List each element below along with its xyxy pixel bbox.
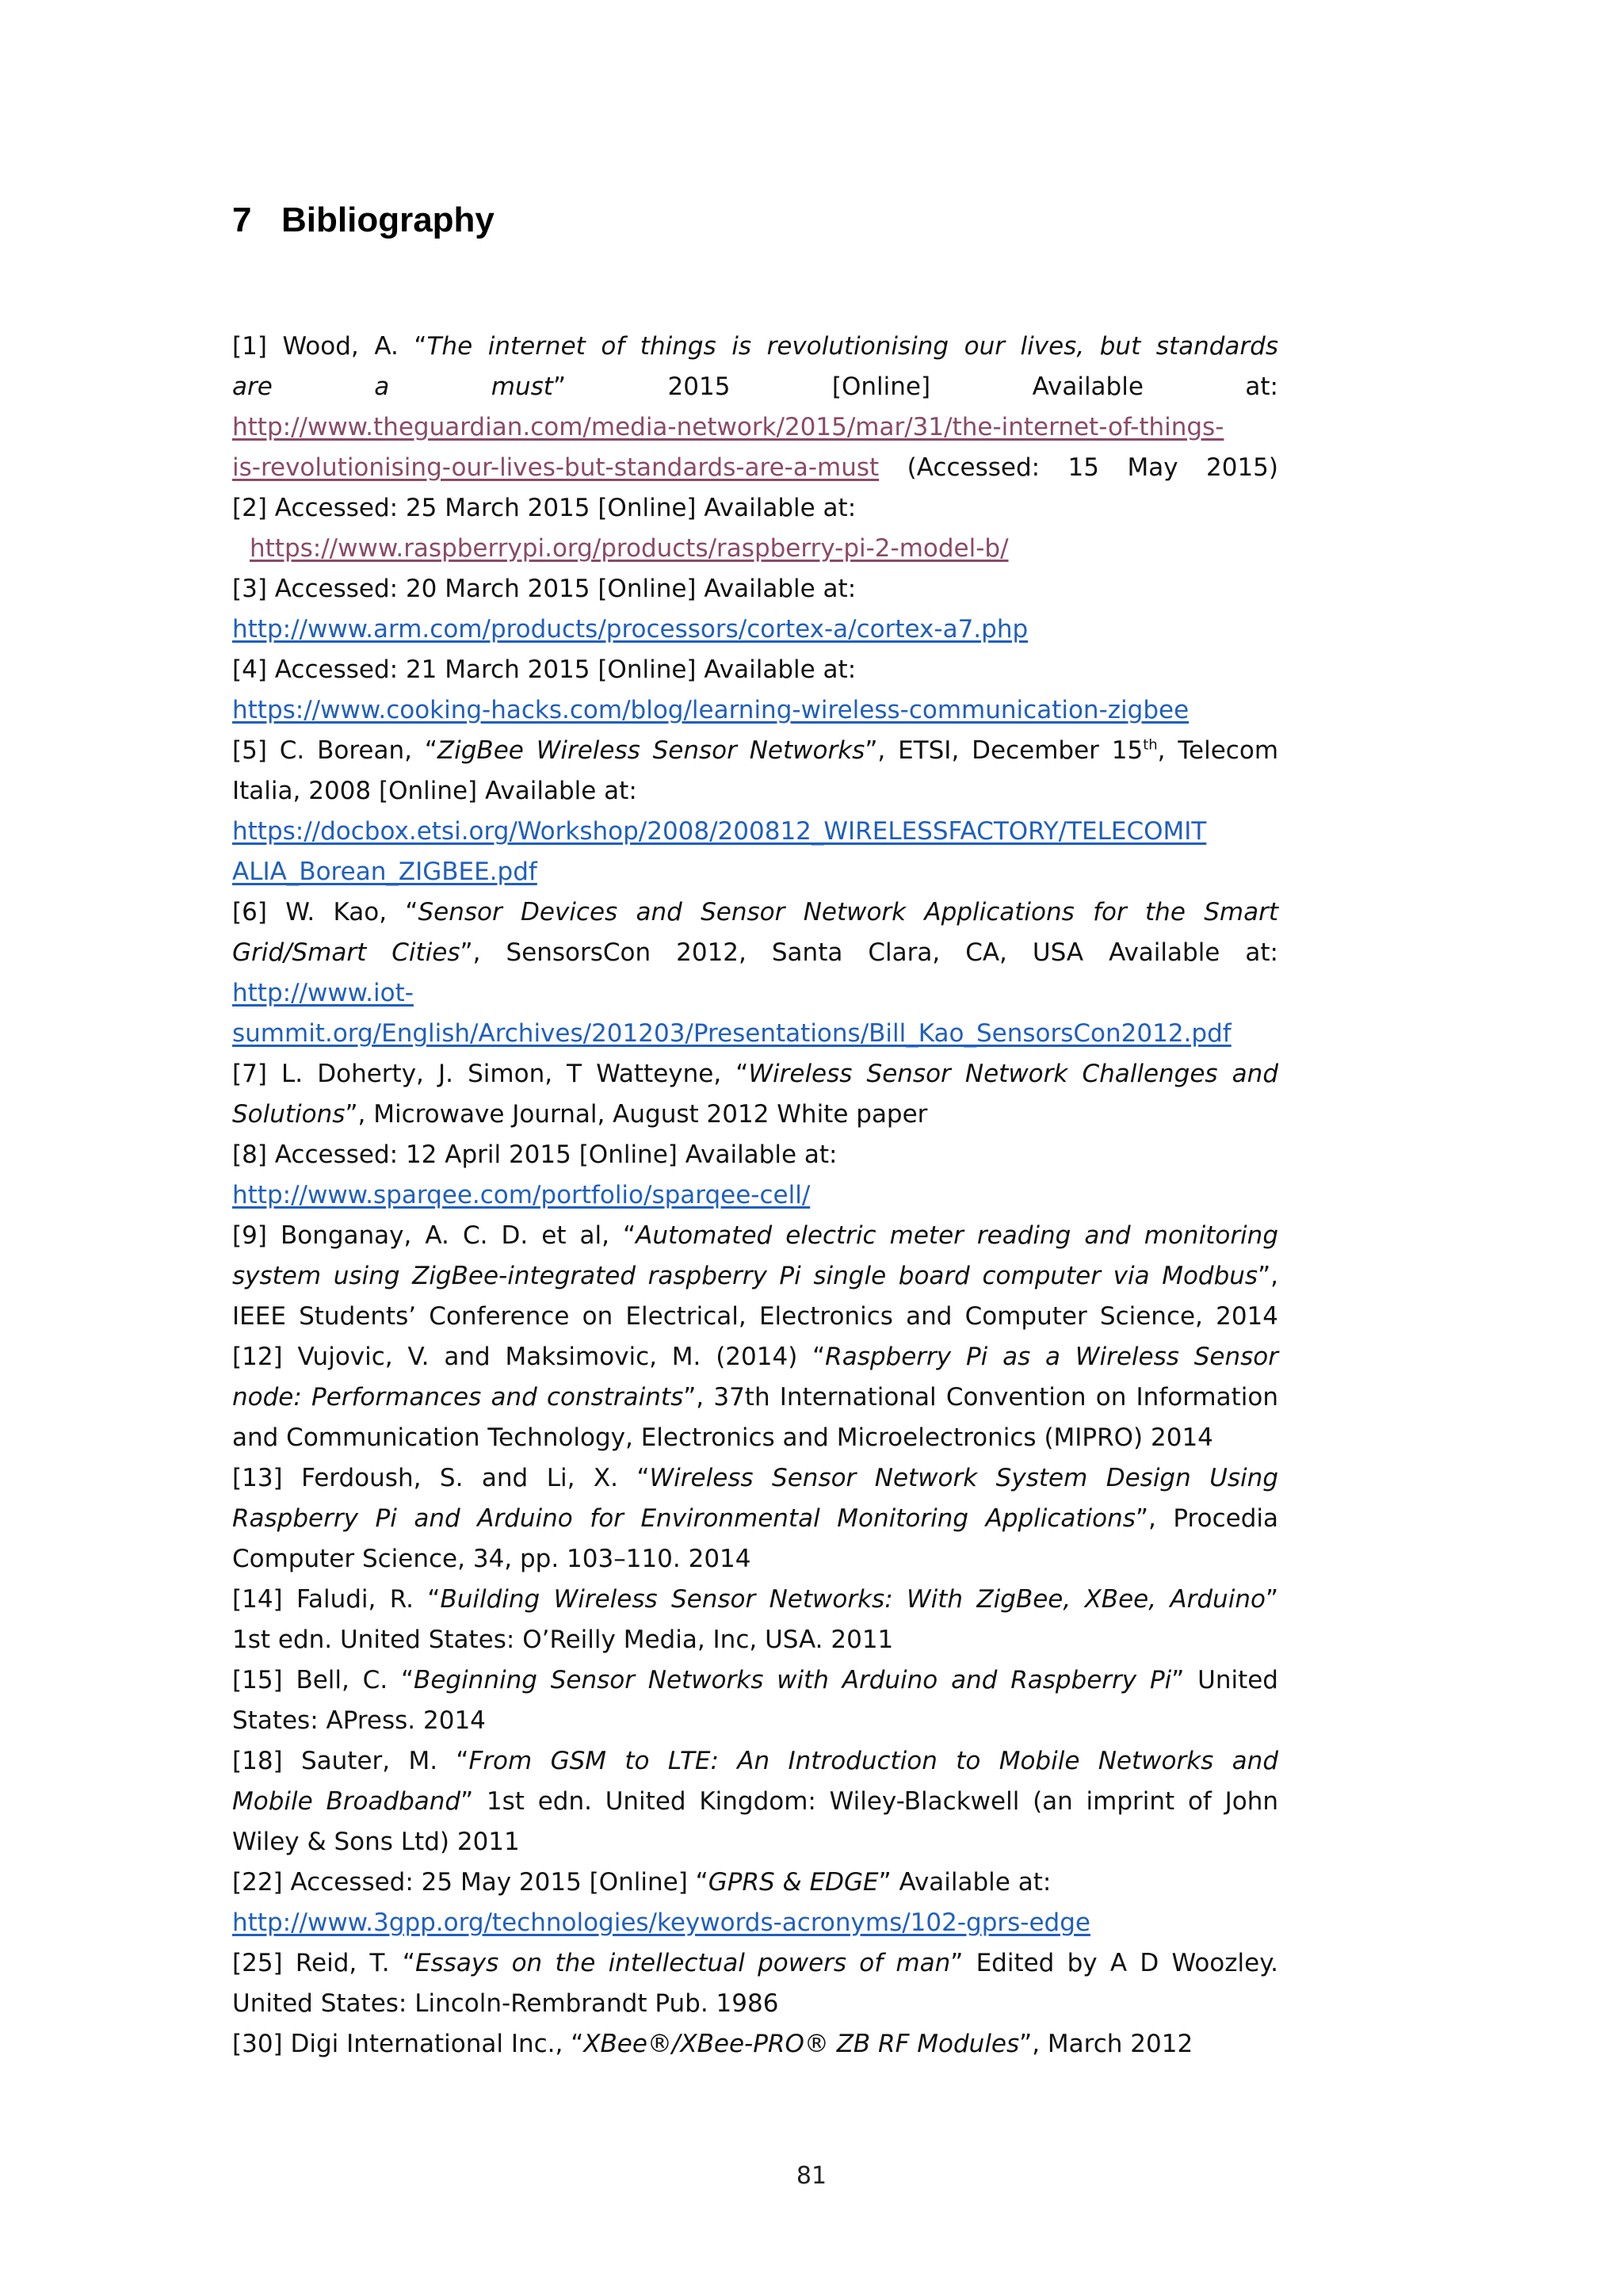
reference-line — [232, 771, 1278, 812]
reference-title: Mobile Broadband — [232, 1787, 461, 1816]
reference-text: [30] Digi International Inc., “ — [232, 2030, 584, 2058]
reference-line — [232, 1943, 1278, 1984]
reference-link[interactable]: http://www.sparqee.com/portfolio/sparqee-cell/ — [232, 1181, 811, 1209]
page-number: 81 — [796, 2162, 827, 2190]
reference-text: Italia, 2008 [Online] Available at: — [232, 777, 637, 805]
reference-text: [7] L. Doherty, J. Simon, T Watteyne, “ — [232, 1060, 749, 1088]
reference-line — [232, 1580, 1278, 1620]
reference-text: [15] Bell, C. “ — [232, 1666, 414, 1694]
reference-line — [232, 569, 1278, 609]
reference-text: [5] C. Borean, “ — [232, 736, 437, 765]
reference-link[interactable]: http://www.arm.com/products/processors/cortex-a/cortex-a7.php — [232, 615, 1029, 644]
reference-line — [232, 812, 1278, 852]
reference-line — [232, 1862, 1278, 1903]
reference-text: [22] Accessed: 25 May 2015 [Online] “ — [232, 1868, 708, 1897]
reference-line — [232, 1054, 1278, 1095]
reference-link[interactable]: ALIA_Borean_ZIGBEE.pdf — [232, 858, 537, 886]
reference-text: and Communication Technology, Electronics and Microelectronics (MIPRO) 2014 — [232, 1423, 1213, 1452]
reference-text: ” 1st edn. United Kingdom: Wiley-Blackwell (an imprint of John — [460, 1787, 1279, 1816]
reference-text: 1st edn. United States: O’Reilly Media, Inc, USA. 2011 — [232, 1626, 894, 1654]
reference-link[interactable]: https://www.cooking-hacks.com/blog/learning-wireless-communication-zigbee — [232, 696, 1190, 724]
reference-line — [232, 367, 1278, 407]
reference-text: [8] Accessed: 12 April 2015 [Online] Available at: — [232, 1140, 838, 1169]
reference-title: node: Performances and constraints — [232, 1383, 684, 1412]
reference-line — [232, 488, 1278, 529]
reference-text: (Accessed: 15 May 2015) — [879, 453, 1278, 482]
reference-title: Raspberry Pi and Arduino for Environmental Monitoring Applications — [232, 1504, 1136, 1533]
reference-text: States: APress. 2014 — [232, 1706, 486, 1735]
reference-line — [232, 1660, 1278, 1701]
reference-line — [232, 448, 1278, 488]
reference-title: Automated electric meter reading and monitoring — [636, 1221, 1278, 1250]
reference-link[interactable]: https://docbox.etsi.org/Workshop/2008/200812_WIRELESSFACTORY/TELECOMIT — [232, 817, 1207, 846]
reference-title: From GSM to LTE: An Introduction to Mobile Networks and — [468, 1747, 1278, 1775]
bibliography-list — [232, 327, 1278, 2065]
reference-text: ” Available at: — [878, 1868, 1052, 1897]
reference-line — [232, 1377, 1278, 1418]
reference-text: ” United — [1171, 1666, 1278, 1694]
reference-text: , Telecom — [1157, 736, 1279, 765]
reference-link[interactable]: http://www.theguardian.com/media-network/2015/mar/31/the-internet-of-things- — [232, 413, 1224, 441]
reference-title: Essays on the intellectual powers of man — [414, 1949, 951, 1977]
reference-title: are a must — [232, 372, 553, 401]
reference-text: ”, 37th International Convention on Information — [683, 1383, 1278, 1412]
reference-line — [232, 1337, 1278, 1377]
reference-text: ”, SensorsCon 2012, Santa Clara, CA, USA Available at: — [460, 938, 1278, 967]
section-heading — [232, 201, 495, 240]
reference-title: Grid/Smart Cities — [232, 938, 460, 967]
reference-link[interactable]: http://www.3gpp.org/technologies/keywords-acronyms/102-gprs-edge — [232, 1908, 1090, 1937]
reference-line — [232, 1256, 1278, 1297]
reference-line — [232, 1175, 1278, 1216]
reference-text: ”, Microwave Journal, August 2012 White paper — [345, 1100, 928, 1129]
reference-text: [2] Accessed: 25 March 2015 [Online] Available at: — [232, 494, 857, 522]
reference-text: [18] Sauter, M. “ — [232, 1747, 469, 1775]
reference-line — [232, 1539, 1278, 1580]
reference-text: IEEE Students’ Conference on Electrical, Electronics and Computer Science, 2014 — [232, 1302, 1278, 1331]
section-number: 7 — [232, 201, 252, 239]
reference-title: The internet of things is revolutionising our lives, but standards — [426, 332, 1278, 361]
reference-line — [232, 609, 1278, 650]
reference-link[interactable]: summit.org/English/Archives/201203/Presentations/Bill_Kao_SensorsCon2012.pdf — [232, 1019, 1232, 1048]
reference-line — [232, 2024, 1278, 2065]
reference-text: [14] Faludi, R. “ — [232, 1585, 441, 1614]
reference-line — [232, 1499, 1278, 1539]
reference-text: [3] Accessed: 20 March 2015 [Online] Available at: — [232, 575, 857, 603]
reference-title: Building Wireless Sensor Networks: With ZigBee, XBee, Arduino — [440, 1585, 1266, 1614]
reference-line — [232, 690, 1278, 731]
reference-title: Raspberry Pi as a Wireless Sensor — [825, 1343, 1279, 1371]
reference-line — [232, 1014, 1278, 1054]
reference-link[interactable]: is-revolutionising-our-lives-but-standards-are-a-must — [232, 453, 880, 482]
reference-title: Sensor Devices and Sensor Network Applications for the Smart — [418, 898, 1278, 926]
reference-title: Wireless Sensor Network System Design Using — [649, 1464, 1278, 1492]
reference-line — [232, 1701, 1278, 1741]
reference-text: ”, — [1258, 1262, 1278, 1290]
reference-title: GPRS & EDGE — [708, 1868, 879, 1897]
reference-text: ”, Procedia — [1135, 1504, 1278, 1533]
reference-text: Computer Science, 34, pp. 103–110. 2014 — [232, 1545, 751, 1573]
reference-line — [232, 731, 1278, 771]
reference-line — [232, 973, 1278, 1014]
reference-title: Solutions — [232, 1100, 346, 1129]
reference-title: XBee®/XBee-PRO® ZB RF Modules — [583, 2030, 1020, 2058]
reference-text: ”, ETSI, December 15 — [865, 736, 1144, 765]
reference-line — [232, 892, 1278, 933]
reference-title: Beginning Sensor Networks with Arduino and Raspberry Pi — [414, 1666, 1172, 1694]
reference-line — [232, 1135, 1278, 1175]
section-title: Bibliography — [281, 201, 495, 239]
reference-text: [25] Reid, T. “ — [232, 1949, 415, 1977]
reference-text: [13] Ferdoush, S. and Li, X. “ — [232, 1464, 650, 1492]
reference-text: [4] Accessed: 21 March 2015 [Online] Available at: — [232, 655, 857, 684]
reference-line — [232, 650, 1278, 690]
reference-line — [232, 1458, 1278, 1499]
reference-text: United States: Lincoln-Rembrandt Pub. 1986 — [232, 1989, 779, 2018]
reference-text: ” — [1265, 1585, 1278, 1614]
reference-text: [1] Wood, A. “ — [232, 332, 427, 361]
reference-line — [232, 529, 1278, 569]
reference-line — [232, 1216, 1278, 1256]
reference-line — [232, 1418, 1278, 1458]
reference-title: ZigBee Wireless Sensor Networks — [437, 736, 865, 765]
reference-text: ”, March 2012 — [1019, 2030, 1193, 2058]
reference-text: ” Edited by A D Woozley. — [950, 1949, 1278, 1977]
reference-line — [232, 1782, 1278, 1822]
reference-line — [232, 933, 1278, 973]
reference-line — [232, 852, 1278, 892]
reference-link[interactable]: http://www.iot- — [232, 979, 414, 1007]
reference-line — [232, 1903, 1278, 1943]
reference-line — [232, 407, 1278, 448]
reference-line — [232, 1297, 1278, 1337]
reference-line — [232, 1620, 1278, 1660]
reference-text: ” 2015 [Online] Available at: — [552, 372, 1279, 401]
reference-title: system using ZigBee-integrated raspberry Pi single board computer via Modbus — [232, 1262, 1258, 1290]
reference-line — [232, 1741, 1278, 1782]
reference-text: Wiley & Sons Ltd) 2011 — [232, 1828, 520, 1856]
reference-line — [232, 1822, 1278, 1862]
reference-line — [232, 1984, 1278, 2024]
reference-text: [6] W. Kao, “ — [232, 898, 418, 926]
reference-line — [232, 327, 1278, 367]
reference-line — [232, 1095, 1278, 1135]
reference-title: Wireless Sensor Network Challenges and — [748, 1060, 1279, 1088]
reference-text: [9] Bonganay, A. C. D. et al, “ — [232, 1221, 636, 1250]
reference-text: [12] Vujovic, V. and Maksimovic, M. (2014) “ — [232, 1343, 826, 1371]
reference-link[interactable]: https://www.raspberrypi.org/products/raspberry-pi-2-model-b/ — [250, 534, 1009, 563]
superscript-text: th — [1143, 736, 1158, 754]
